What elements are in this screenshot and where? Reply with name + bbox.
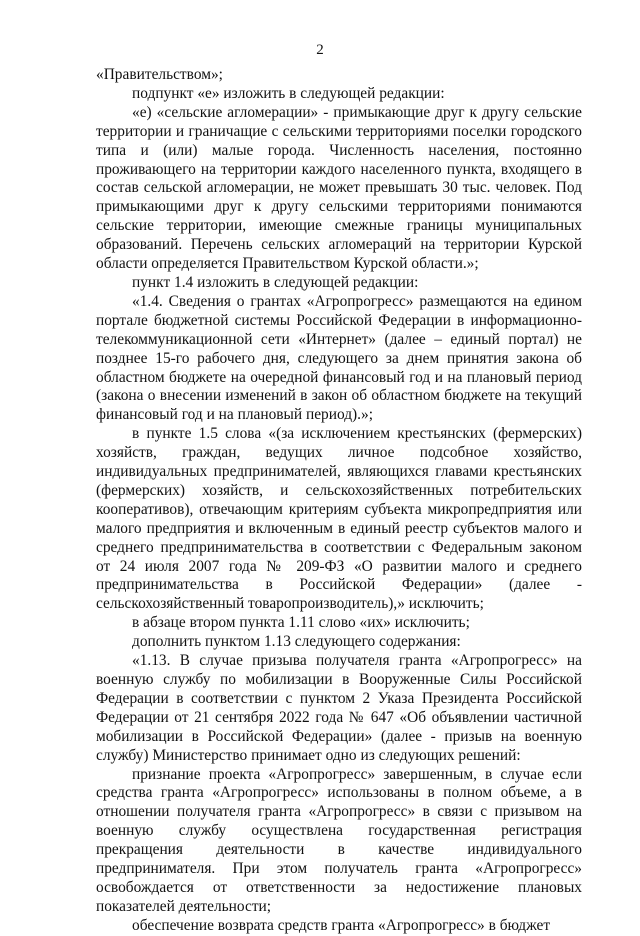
paragraph-grant-return: обеспечение возврата средств гранта «Агропрогресс» в бюджет	[132, 916, 551, 934]
paragraph-point-1-11: в абзаце втором пункта 1.11 слово «их» исключить;	[132, 614, 470, 632]
paragraph-point-1-5: в пункте 1.5 слова «(за исключением крестьянских (фермерских) хозяйств, граждан, ведущих личное подсобное хозяйство, индивидуальных предпринимателей, являющихся главами крестьянских (фермерских) хозяйств, и сельскохозяйственных потребительских кооперативов), отвечающим критериям субъекта микропредприятия или малого предприятия и включенным в единый реестр субъектов малого и среднего предпринимательства в соответствии с Федеральным законом от 24 июля 2007 года № 209-ФЗ «О развитии малого и среднего предпринимательства в Российской Федерации» (далее - сельскохозяйственный товаропроизводитель),» исключить;	[96, 425, 582, 613]
paragraph-project-completed: признание проекта «Агропрогресс» завершенным, в случае если средства гранта «Агропрогресс» использованы в полном объеме, а в отношении получателя гранта «Агропрогресс» в связи с призывом на военную службу осуществлена государственная регистрация прекращения деятельности в качестве индивидуального предпринимателя. При этом получатель гранта «Агропрогресс» освобождается от ответственности за недостижение плановых показателей деятельности;	[96, 765, 582, 915]
paragraph-point-1-13-intro: дополнить пунктом 1.13 следующего содержания:	[132, 633, 461, 651]
paragraph-point-1-4-intro: пункт 1.4 изложить в следующей редакции:	[132, 273, 419, 291]
page-number: 2	[316, 42, 324, 58]
paragraph-point-1-4-text: «1.4. Сведения о грантах «Агропрогресс» размещаются на едином портале бюджетной системы Российской Федерации в информационно-телекоммуникационной сети «Интернет» (далее – единый портал) не позднее 15-го рабочего дня, следующего за днем принятия закона об областном бюджете на очередной финансовый год и на плановый период (закона о внесении изменений в закон об областном бюджете на текущий финансовый год и на плановый период).»;	[96, 292, 582, 424]
paragraph-continuation: «Правительством»;	[96, 66, 223, 83]
document-body	[96, 66, 582, 936]
paragraph-point-1-13-text: «1.13. В случае призыва получателя гранта «Агропрогресс» на военную службу по мобилизации в Вооруженные Силы Российской Федерации в соответствии с пунктом 2 Указа Президента Российской Федерации от 21 сентября 2022 года № 647 «Об объявлении частичной мобилизации в Российской Федерации» (далее - призыв на военную службу) Министерство принимает одно из следующих решений:	[96, 652, 582, 764]
paragraph-subpoint-e-intro: подпункт «е» изложить в следующей редакции:	[132, 84, 445, 102]
paragraph-rural-agglomerations: «е) «сельские агломерации» - примыкающие друг к другу сельские территории и граничащие с сельскими территориями поселки городского типа и (или) малые города. Численность населения, постоянно проживающего на территории каждого населенного пункта, входящего в состав сельской агломерации, не может превышать 30 тыс. человек. Под примыкающими друг к другу сельскими территориями понимаются сельские территории, имеющие смежные границы муниципальных образований. Перечень сельских агломераций на территории Курской области определяется Правительством Курской области.»;	[96, 103, 582, 273]
